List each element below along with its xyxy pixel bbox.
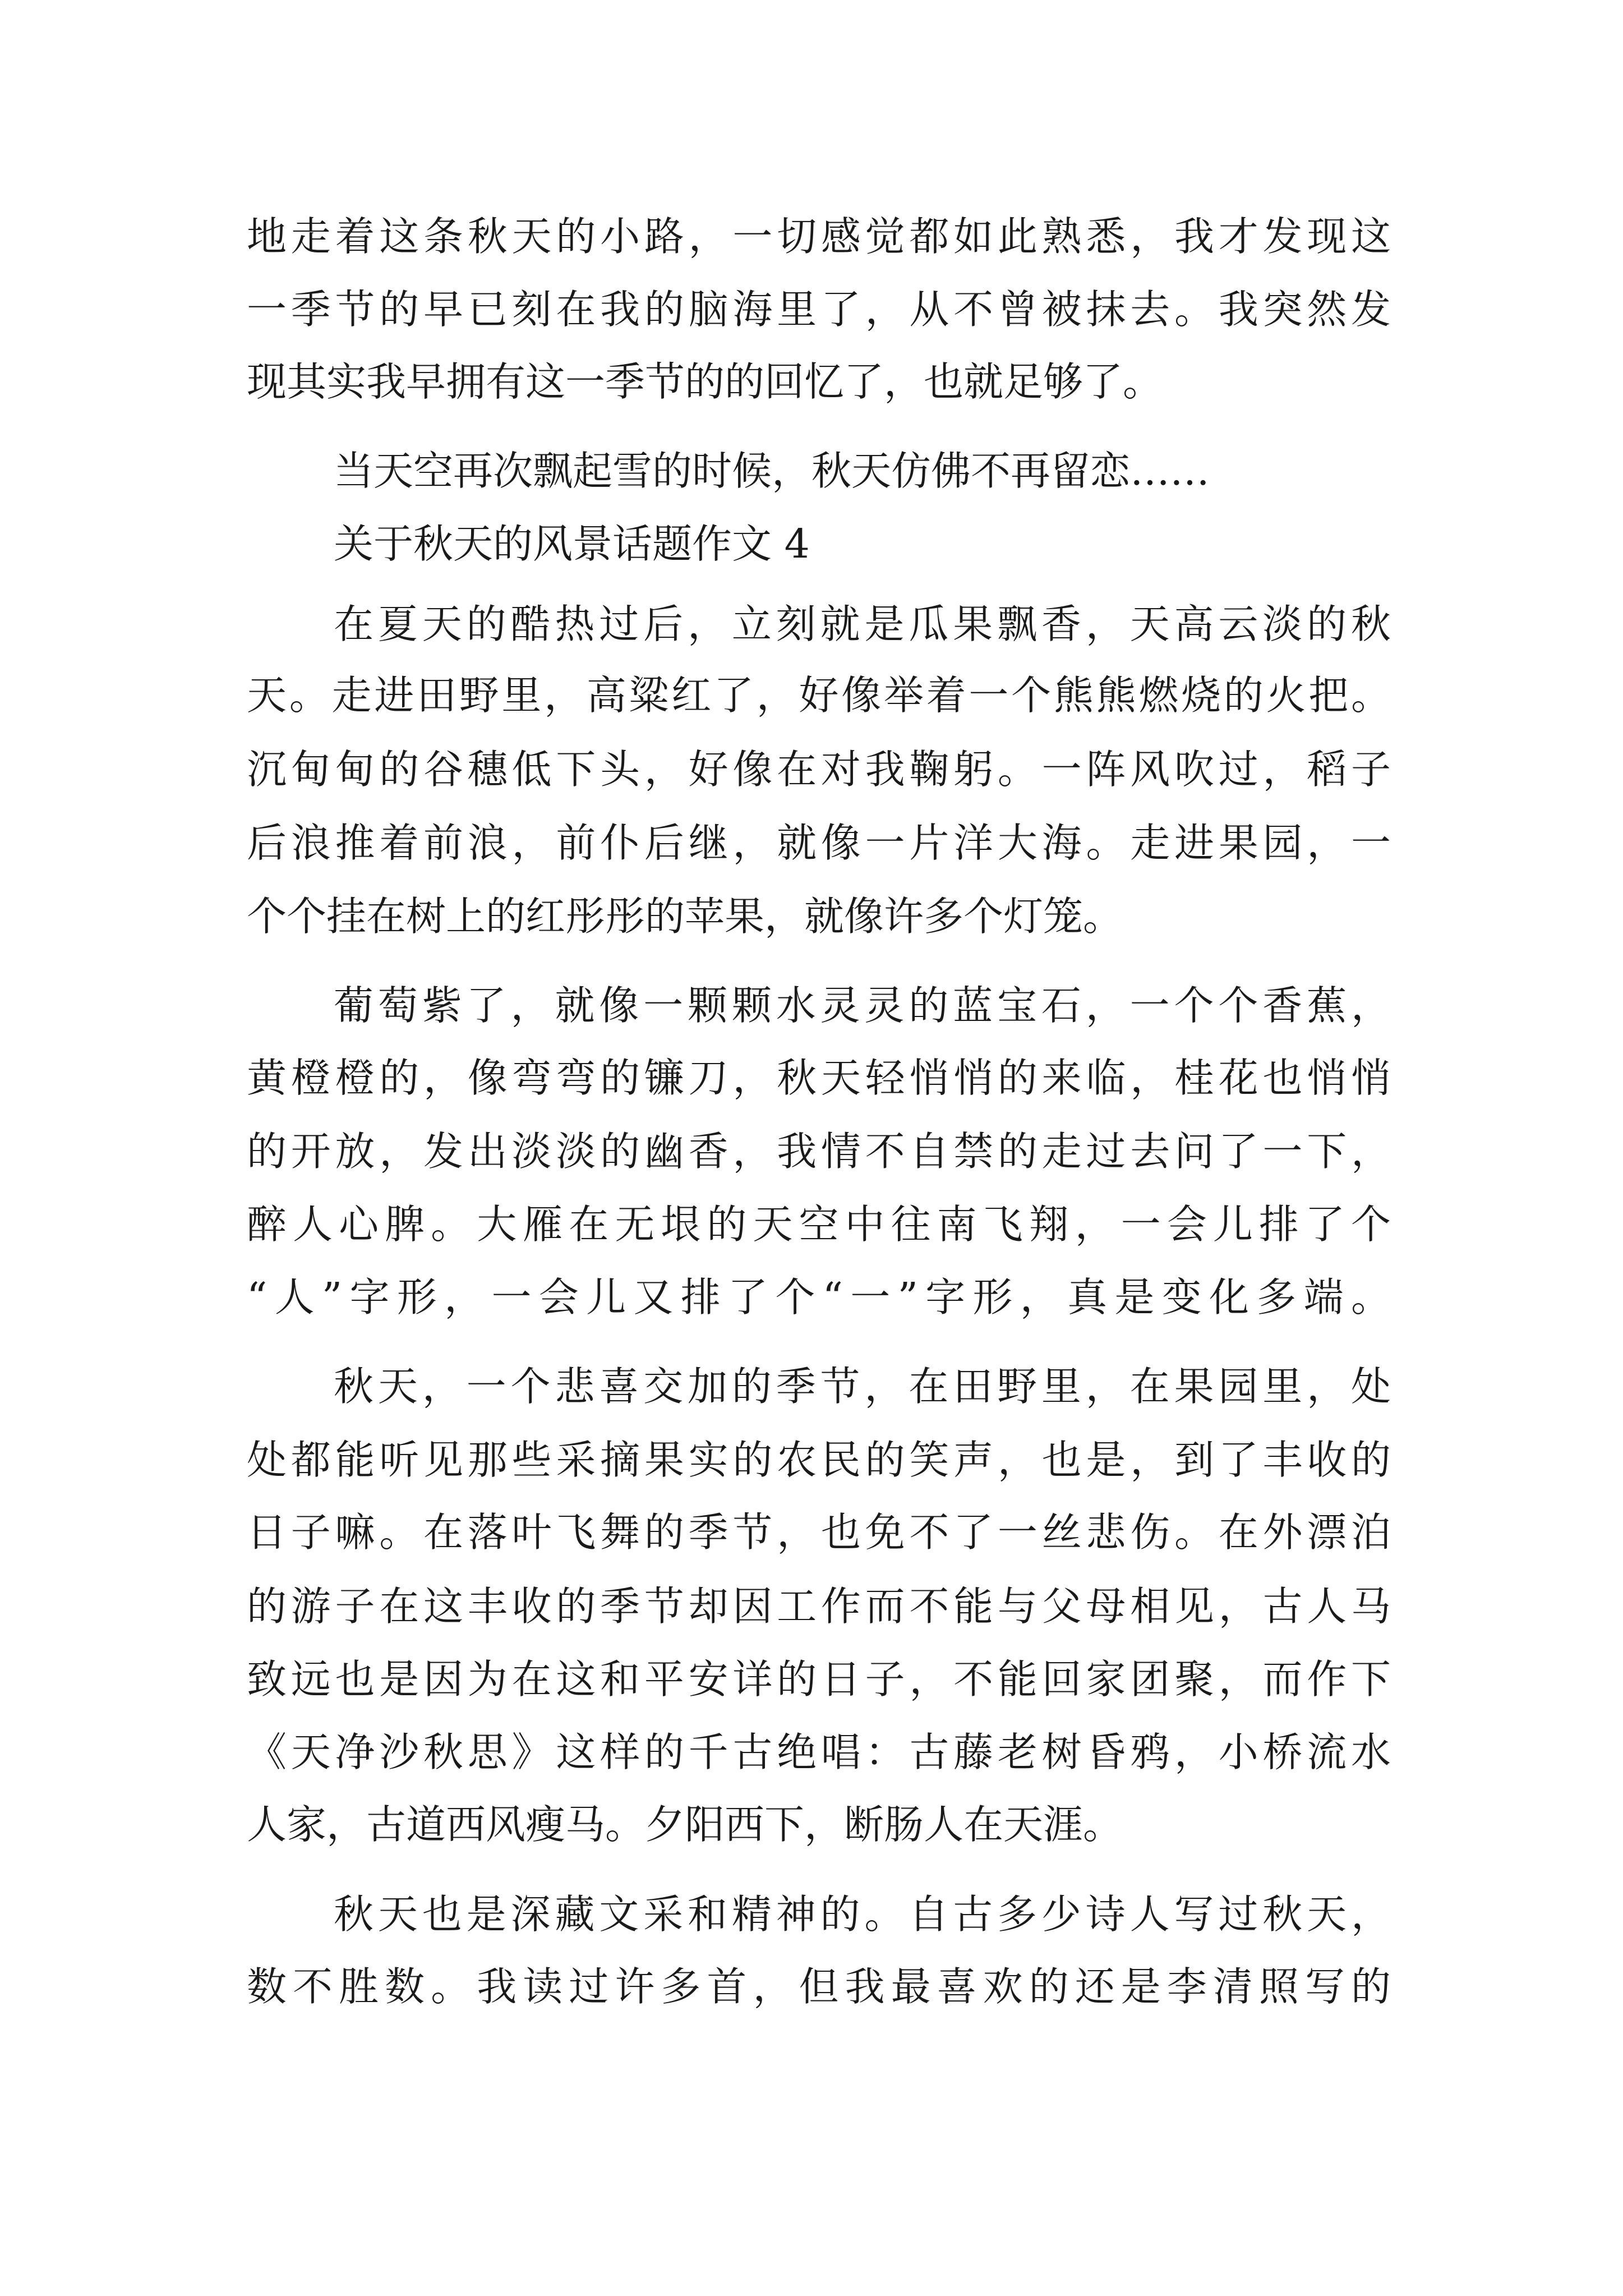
text-line: 当天空再次飘起雪的时候，秋天仿佛不再留恋……: [334, 448, 1210, 494]
text-line: 地走着这条秋天的小路，一切感觉都如此熟悉，我才发现这: [247, 213, 1391, 260]
text-line: 现其实我早拥有这一季节的的回忆了，也就足够了。: [247, 358, 1163, 405]
text-line: 日子嘛。在落叶飞舞的季节，也免不了一丝悲伤。在外漂泊: [247, 1509, 1391, 1556]
text-line: 数不胜数。我读过许多首，但我最喜欢的还是李清照写的: [247, 1963, 1391, 2010]
text-line: 秋天也是深藏文采和精神的。自古多少诗人写过秋天，: [334, 1891, 1391, 1938]
text-line: 的游子在这丰收的季节却因工作而不能与父母相见，古人马: [247, 1583, 1391, 1630]
text-line: 个个挂在树上的红彤彤的苹果，就像许多个灯笼。: [247, 893, 1123, 940]
text-line: “人”字形，一会儿又排了个“一”字形，真是变化多端。: [247, 1274, 1391, 1320]
text-line: 处都能听见那些采摘果实的农民的笑声，也是，到了丰收的: [247, 1437, 1391, 1483]
text-line: 醉人心脾。大雁在无垠的天空中往南飞翔，一会儿排了个: [247, 1201, 1391, 1248]
text-line: 后浪推着前浪，前仆后继，就像一片洋大海。走进果园，一: [247, 820, 1391, 866]
text-line: 秋天，一个悲喜交加的季节，在田野里，在果园里，处: [334, 1363, 1391, 1410]
text-line: 《天净沙秋思》这样的千古绝唱：古藤老树昏鸦，小桥流水: [247, 1729, 1391, 1775]
text-line: 天。走进田野里，高粱红了，好像举着一个熊熊燃烧的火把。: [247, 672, 1391, 719]
section-heading: 关于秋天的风景话题作文 4: [334, 521, 810, 567]
text-line: 一季节的早已刻在我的脑海里了，从不曾被抹去。我突然发: [247, 286, 1391, 333]
text-line: 黄橙橙的，像弯弯的镰刀，秋天轻悄悄的来临，桂花也悄悄: [247, 1055, 1391, 1101]
text-line: 在夏天的酷热过后，立刻就是瓜果飘香，天高云淡的秋: [334, 601, 1391, 647]
text-line: 葡萄紫了，就像一颗颗水灵灵的蓝宝石，一个个香蕉，: [334, 982, 1391, 1029]
text-line: 致远也是因为在这和平安详的日子，不能回家团聚，而作下: [247, 1656, 1391, 1703]
text-line: 沉甸甸的谷穗低下头，好像在对我鞠躬。一阵风吹过，稻子: [247, 746, 1391, 793]
text-line: 人家，古道西风瘦马。夕阳西下，断肠人在天涯。: [247, 1801, 1123, 1848]
text-line: 的开放，发出淡淡的幽香，我情不自禁的走过去问了一下，: [247, 1128, 1391, 1175]
